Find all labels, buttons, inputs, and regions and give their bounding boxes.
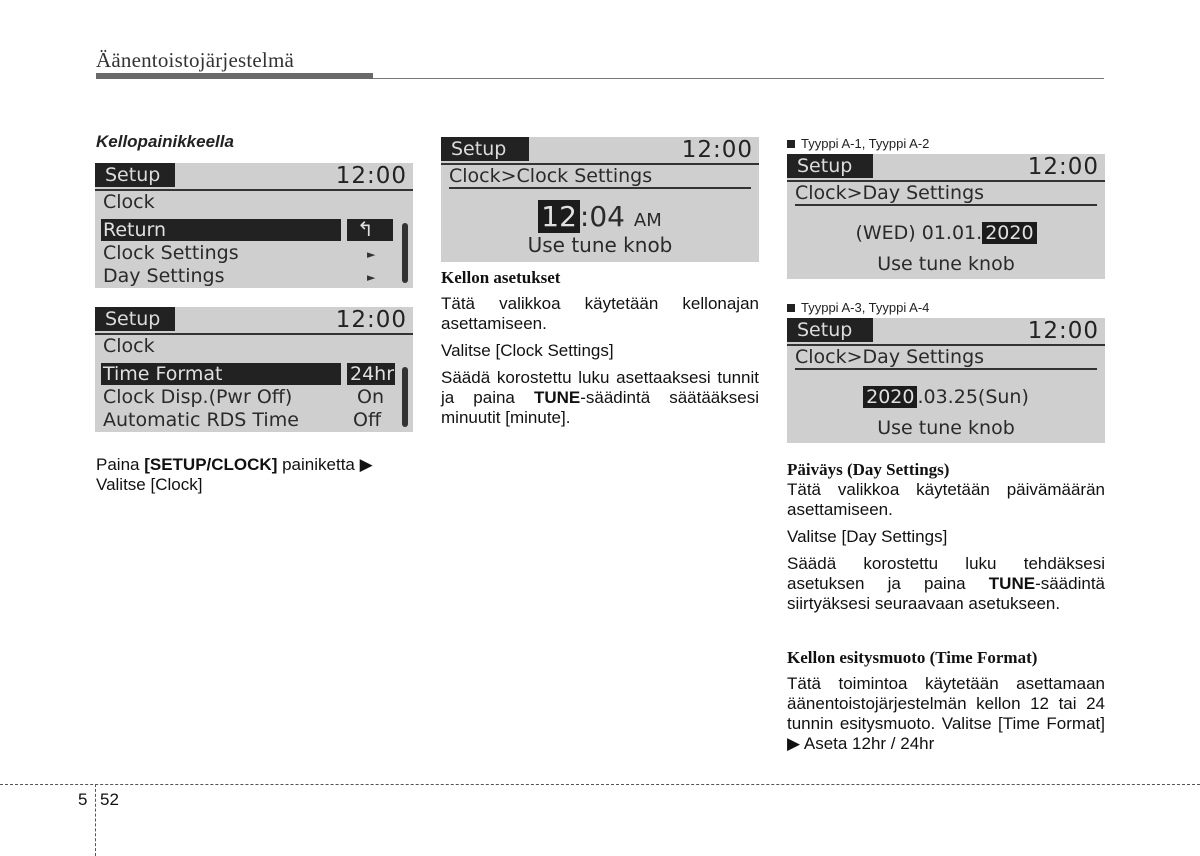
lcd-screen-clock-settings — [441, 137, 759, 262]
lcd-hint: Use tune knob — [877, 253, 1015, 275]
setup-clock-button-ref: [SETUP/CLOCK] — [144, 455, 278, 474]
day-settings-heading: Päiväys (Day Settings) — [787, 460, 950, 479]
lcd-title-bar — [95, 163, 413, 191]
lcd-row-day-settings: Day Settings — [103, 265, 225, 287]
lcd-screen-day-settings-a12 — [787, 154, 1105, 279]
footer-divider — [0, 784, 1200, 785]
header-rule-thin — [373, 78, 1104, 79]
lcd-time-display — [441, 201, 759, 237]
bullet-square-icon — [787, 140, 795, 148]
time-format-desc: Tätä toimintoa käytetään asettamaan äänentoistojärjestelmän kellon 12 tai 24 tunnin esitysmuoto. Valitse [Time Format] ▶ Aseta 12hr / 24hr — [787, 674, 1105, 753]
lcd-hint: Use tune knob — [527, 233, 673, 257]
lcd-setup-tag: Setup — [95, 163, 175, 187]
lcd-row-clock-disp: Clock Disp.(Pwr Off) — [103, 386, 293, 408]
lcd-hint: Use tune knob — [877, 417, 1015, 439]
lcd-path: Clock>Clock Settings — [449, 165, 751, 189]
clock-settings-adjust: Säädä korostettu luku asettaaksesi tunnit ja paina TUNE-säädintä säätääksesi minuutit [minute]. — [441, 368, 759, 427]
lcd-clock: 12:00 — [1027, 154, 1099, 180]
lcd-hour-highlight: 12 — [538, 200, 580, 233]
lcd-ampm: AM — [633, 210, 662, 231]
setup-instructions — [96, 455, 416, 495]
lcd-path: Clock — [103, 191, 155, 213]
lcd-date-display: 2020 .03.25(Sun) — [787, 385, 1105, 409]
return-icon: ↰ — [357, 217, 374, 241]
lcd-setup-tag: Setup — [95, 307, 175, 331]
type-label-a1-a2: Tyyppi A-1, Tyyppi A-2 — [787, 136, 929, 151]
page-number: 52 — [100, 790, 119, 809]
lcd-title-bar — [787, 154, 1105, 182]
lcd-year-highlight: 2020 — [982, 222, 1036, 244]
chevron-right-icon: ► — [367, 271, 376, 284]
footer-vertical-divider — [95, 784, 96, 856]
bullet-square-icon — [787, 304, 795, 312]
clock-settings-select: Valitse [Clock Settings] — [441, 341, 614, 360]
lcd-year-highlight: 2020 — [863, 386, 917, 408]
lcd-row-time-format: Time Format — [103, 363, 223, 385]
chevron-right-icon: ► — [367, 248, 376, 261]
section-title: Kellopainikkeella — [96, 132, 234, 151]
time-format-heading: Kellon esitysmuoto (Time Format) — [787, 648, 1038, 667]
lcd-date-display: (WED) 01.01. 2020 — [787, 221, 1105, 245]
day-settings-section — [787, 460, 1105, 621]
clock-settings-heading: Kellon asetukset — [441, 268, 561, 287]
lcd-screen-day-settings-a34 — [787, 318, 1105, 443]
lcd-setup-tag: Setup — [441, 137, 529, 161]
lcd-clock: 12:00 — [1027, 318, 1099, 344]
header-rule-thick — [96, 73, 373, 79]
lcd-scrollbar — [402, 367, 408, 427]
day-settings-adjust: Säädä korostettu luku tehdäksesi asetuksen ja paina TUNE-säädintä siirtyäksesi seuraavaan asetukseen. — [787, 554, 1105, 613]
lcd-row-clock-settings: Clock Settings — [103, 242, 239, 264]
lcd-value-auto-rds-time: Off — [353, 409, 382, 431]
lcd-clock: 12:00 — [335, 163, 407, 189]
lcd-screen-clock-menu — [95, 163, 413, 288]
lcd-minute: :04 — [579, 200, 625, 233]
lcd-row-return: Return — [103, 219, 167, 241]
lcd-screen-time-format-menu — [95, 307, 413, 432]
lcd-title-bar — [95, 307, 413, 335]
clock-settings-desc: Tätä valikkoa käytetään kellonajan asettamiseen. — [441, 294, 759, 333]
instruction-line-1: Paina [SETUP/CLOCK] painiketta ▶ — [96, 455, 373, 474]
lcd-title-bar — [787, 318, 1105, 346]
lcd-value-clock-disp: On — [357, 386, 384, 408]
lcd-clock: 12:00 — [681, 137, 753, 163]
lcd-row-auto-rds-time: Automatic RDS Time — [103, 409, 299, 431]
instruction-line-2: Valitse [Clock] — [96, 475, 203, 494]
lcd-value-time-format: 24hr — [350, 363, 395, 385]
lcd-setup-tag: Setup — [787, 154, 873, 178]
type-label-a3-a4: Tyyppi A-3, Tyyppi A-4 — [787, 300, 929, 315]
lcd-scrollbar — [402, 223, 408, 283]
chapter-number: 5 — [78, 790, 88, 809]
time-format-section — [787, 648, 1105, 761]
lcd-clock: 12:00 — [335, 307, 407, 333]
clock-settings-section — [441, 268, 759, 435]
day-settings-desc: Tätä valikkoa käytetään päivämäärän asettamiseen. — [787, 480, 1105, 519]
page-header-title: Äänentoistojärjestelmä — [96, 48, 295, 72]
lcd-path: Clock>Day Settings — [795, 182, 1097, 206]
lcd-title-bar — [441, 137, 759, 165]
lcd-path: Clock>Day Settings — [795, 346, 1097, 370]
day-settings-select: Valitse [Day Settings] — [787, 527, 948, 546]
lcd-path: Clock — [103, 335, 155, 357]
lcd-setup-tag: Setup — [787, 318, 873, 342]
